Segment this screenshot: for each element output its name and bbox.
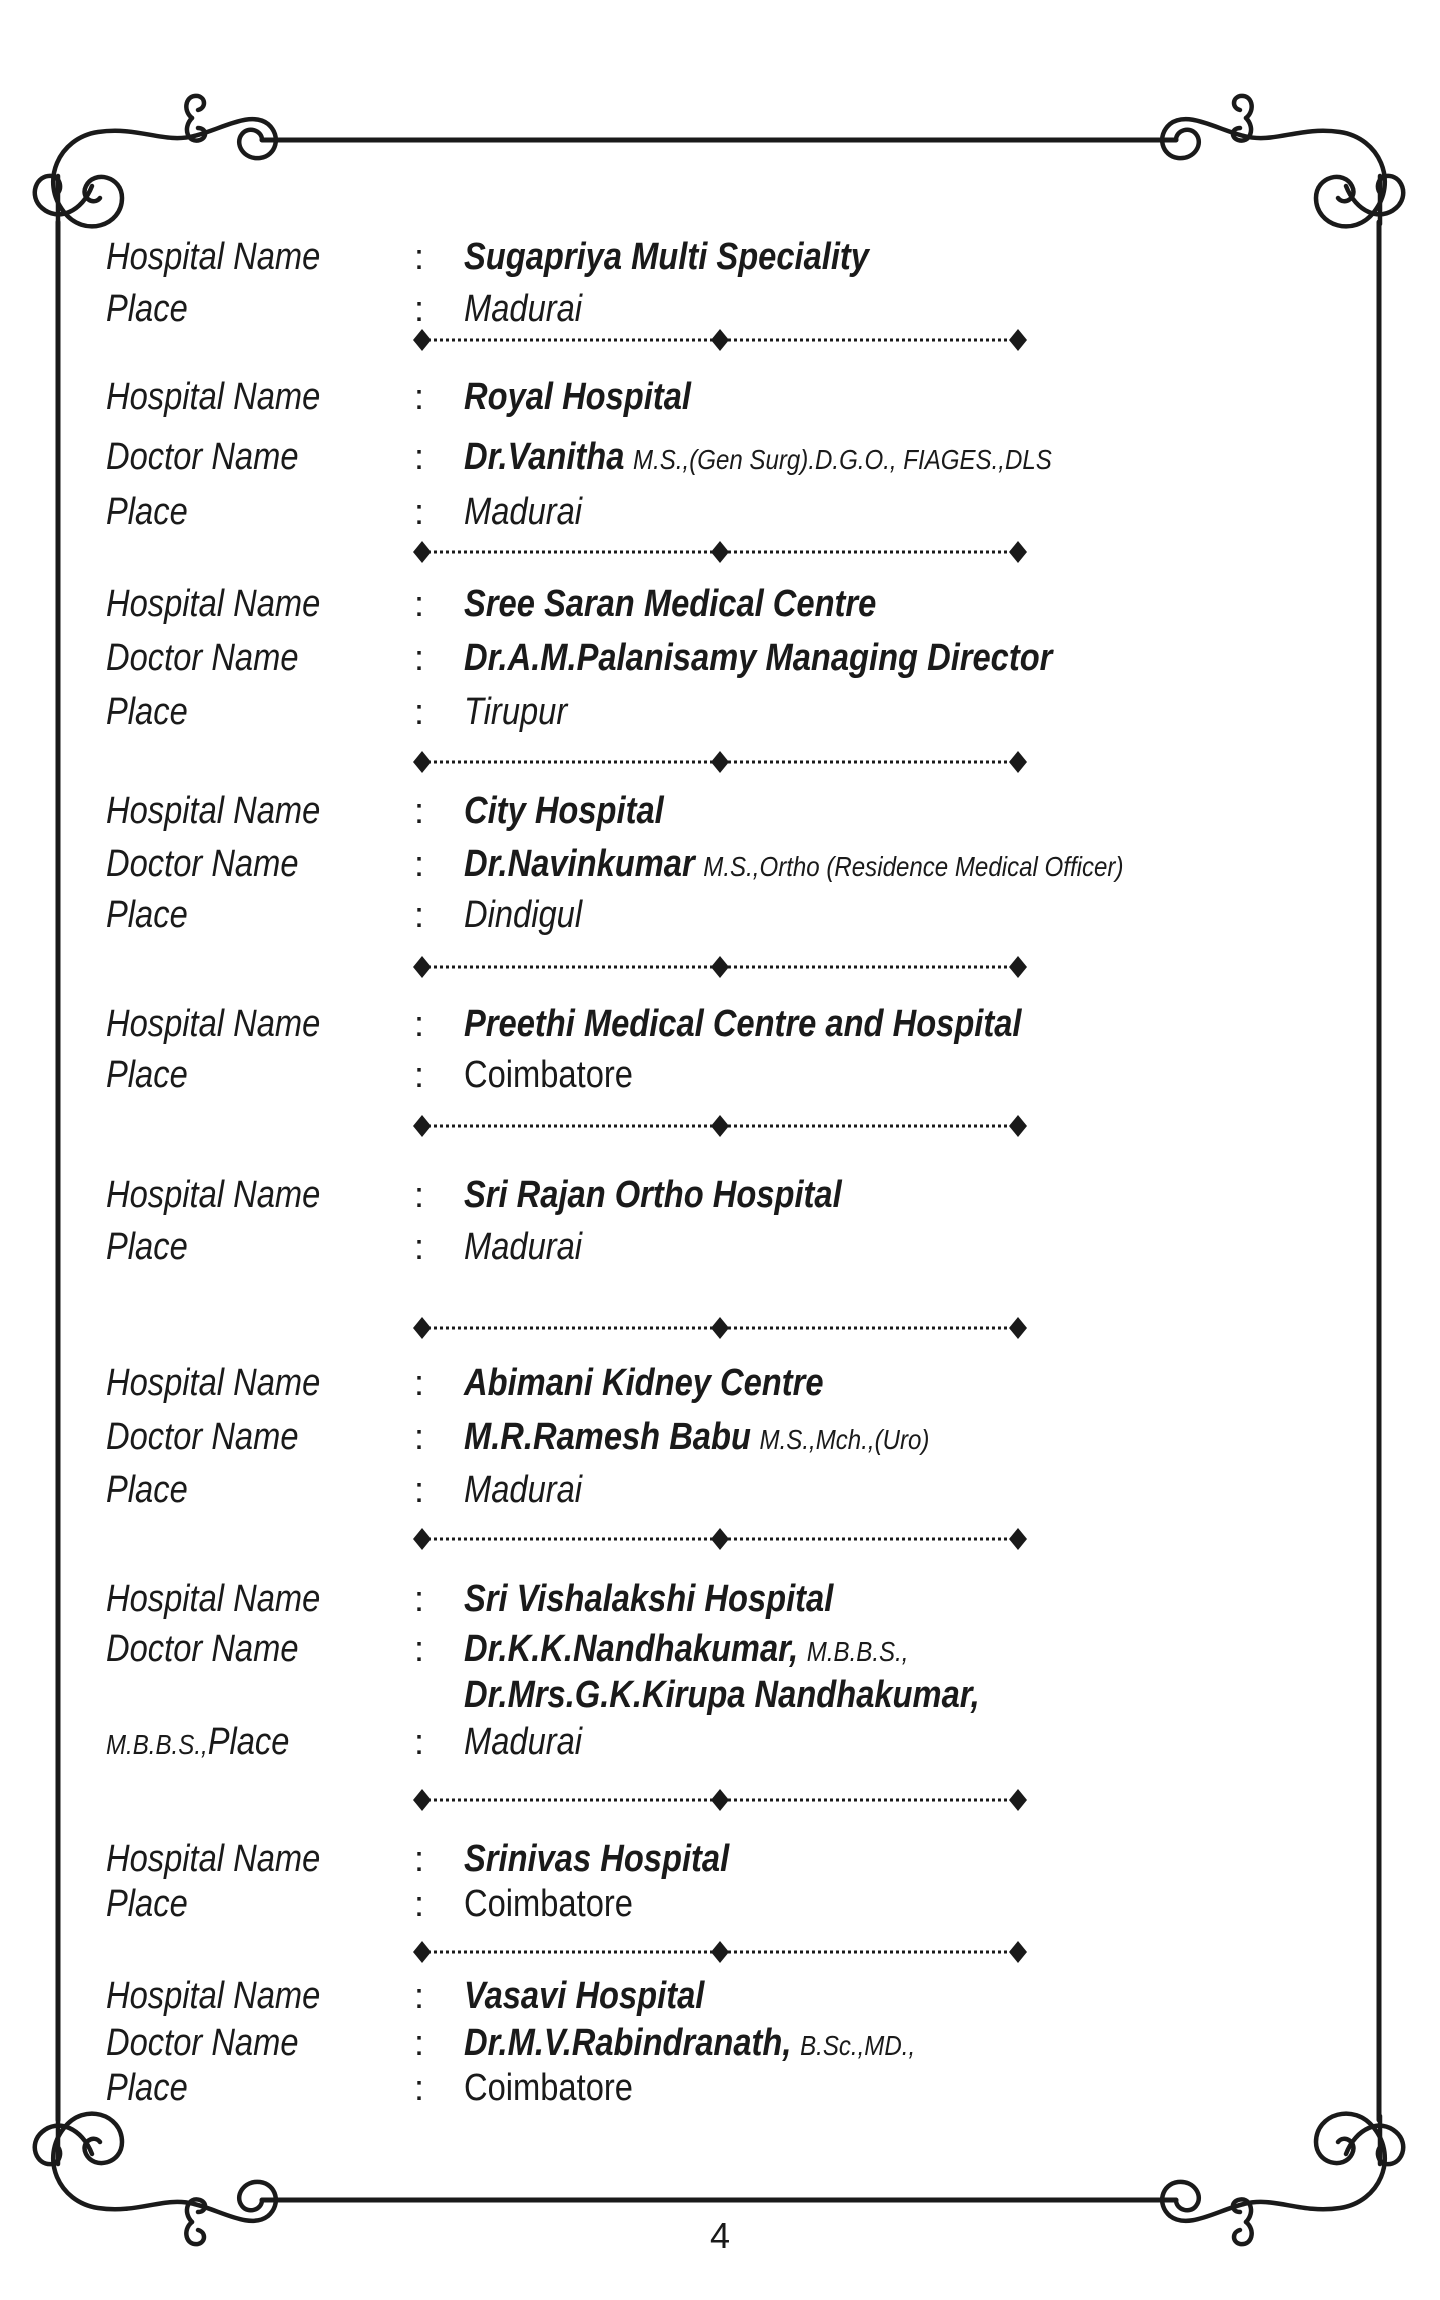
diamond-icon <box>1009 1115 1027 1137</box>
diamond-divider <box>412 540 1028 564</box>
doctor-name-label: Doctor Name <box>106 1416 299 1458</box>
hospital-name-label: Hospital Name <box>106 1838 321 1880</box>
hospital-name-value: Sugapriya Multi Speciality <box>464 236 869 278</box>
diamond-icon <box>1009 1317 1027 1339</box>
colon: : <box>414 691 425 732</box>
diamond-icon <box>1009 1941 1027 1963</box>
doctor-name-value <box>464 432 1052 485</box>
place-value: Coimbatore <box>464 1883 633 1925</box>
place-value: Madurai <box>464 1226 583 1268</box>
doctor-name-label: Doctor Name <box>106 843 299 885</box>
colon: : <box>414 894 425 935</box>
colon: : <box>414 1174 425 1215</box>
diamond-icon <box>711 541 729 563</box>
place-value: Dindigul <box>464 894 583 936</box>
diamond-divider <box>412 328 1028 352</box>
doctor-qualification: M.B.B.S., <box>806 1636 909 1667</box>
colon: : <box>414 1721 425 1762</box>
hospital-name-label: Hospital Name <box>106 376 321 418</box>
hospital-name-label: Hospital Name <box>106 583 321 625</box>
colon: : <box>414 491 425 532</box>
place-value: Madurai <box>464 491 583 533</box>
diamond-icon <box>1009 1789 1027 1811</box>
doctor-name: Dr.Navinkumar <box>464 843 695 885</box>
colon: : <box>414 288 425 329</box>
colon: : <box>414 376 425 417</box>
doctor-qualification: M.S.,Mch.,(Uro) <box>759 1424 930 1455</box>
diamond-divider <box>412 1940 1028 1964</box>
place-label: Place <box>106 691 188 733</box>
place-label: Place <box>106 1883 188 1925</box>
doctor-name: Dr.K.K.Nandhakumar, <box>464 1628 799 1670</box>
doctor-name-value: Dr.A.M.Palanisamy Managing Director <box>464 637 1053 679</box>
hospital-name-label: Hospital Name <box>106 1578 321 1620</box>
place-value: Coimbatore <box>464 1054 633 1096</box>
diamond-icon <box>413 1317 431 1339</box>
hospital-name-label: Hospital Name <box>106 1362 321 1404</box>
page-number: 4 <box>709 2215 731 2256</box>
colon: : <box>414 1628 425 1669</box>
diamond-icon <box>413 329 431 351</box>
place-label: Place <box>106 288 188 330</box>
doctor-qualification: M.S.,(Gen Surg).D.G.O., FIAGES.,DLS <box>633 444 1052 475</box>
diamond-icon <box>413 751 431 773</box>
diamond-icon <box>1009 329 1027 351</box>
colon: : <box>414 2067 425 2108</box>
hospital-name-value: Vasavi Hospital <box>464 1975 705 2017</box>
diamond-icon <box>1009 751 1027 773</box>
hospital-name-label: Hospital Name <box>106 1003 321 1045</box>
diamond-icon <box>1009 541 1027 563</box>
colon: : <box>414 1838 425 1879</box>
doctor-name: M.R.Ramesh Babu <box>464 1416 751 1458</box>
diamond-icon <box>711 956 729 978</box>
colon: : <box>414 1003 425 1044</box>
diamond-divider <box>412 1114 1028 1138</box>
hospital-name-label: Hospital Name <box>106 790 321 832</box>
doctor-name-label: Doctor Name <box>106 637 299 679</box>
place-value: Madurai <box>464 1721 583 1763</box>
place-value: Madurai <box>464 1469 583 1511</box>
diamond-icon <box>413 1789 431 1811</box>
diamond-icon <box>711 329 729 351</box>
hospital-name-label: Hospital Name <box>106 1975 321 2017</box>
place-label: Place <box>106 894 188 936</box>
diamond-icon <box>413 1941 431 1963</box>
colon: : <box>414 1226 425 1267</box>
hospital-name-value: Preethi Medical Centre and Hospital <box>464 1003 1022 1045</box>
place-label: Place <box>106 491 188 533</box>
colon: : <box>414 637 425 678</box>
diamond-icon <box>711 1528 729 1550</box>
doctor-name-value <box>464 1412 929 1465</box>
hospital-name-label: Hospital Name <box>106 1174 321 1216</box>
doctor-name-value <box>464 839 1123 892</box>
doctor-name-label: Doctor Name <box>106 2022 299 2064</box>
diamond-icon <box>413 1528 431 1550</box>
diamond-icon <box>711 1115 729 1137</box>
doctor-qualification: M.S.,Ortho (Residence Medical Officer) <box>703 851 1124 882</box>
diamond-icon <box>711 1941 729 1963</box>
diamond-divider <box>412 1316 1028 1340</box>
place-value: Madurai <box>464 288 583 330</box>
place-label: Place <box>106 1054 188 1096</box>
hospital-name-value: Sri Rajan Ortho Hospital <box>464 1174 842 1216</box>
place-label: Place <box>106 2067 188 2109</box>
colon: : <box>414 1578 425 1619</box>
doctor-name-label: Doctor Name <box>106 436 299 478</box>
diamond-divider <box>412 1788 1028 1812</box>
colon: : <box>414 1883 425 1924</box>
hospital-name-label: Hospital Name <box>106 236 321 278</box>
colon: : <box>414 2022 425 2063</box>
diamond-icon <box>413 956 431 978</box>
place-label <box>106 1717 289 1770</box>
diamond-icon <box>413 541 431 563</box>
colon: : <box>414 1362 425 1403</box>
diamond-divider <box>412 750 1028 774</box>
diamond-icon <box>711 1317 729 1339</box>
second-doctor-name: Dr.Mrs.G.K.Kirupa Nandhakumar, <box>464 1674 980 1716</box>
place-label-text: Place <box>207 1721 290 1763</box>
colon: : <box>414 1469 425 1510</box>
place-prefix-qualification: M.B.B.S., <box>106 1729 208 1760</box>
diamond-icon <box>711 1789 729 1811</box>
place-label: Place <box>106 1469 188 1511</box>
colon: : <box>414 1416 425 1457</box>
hospital-name-value: Sri Vishalakshi Hospital <box>464 1578 834 1620</box>
colon: : <box>414 790 425 831</box>
hospital-name-value: Srinivas Hospital <box>464 1838 730 1880</box>
colon: : <box>414 1054 425 1095</box>
colon: : <box>414 583 425 624</box>
diamond-icon <box>1009 956 1027 978</box>
place-value: Coimbatore <box>464 2067 633 2109</box>
diamond-divider <box>412 955 1028 979</box>
place-value: Tirupur <box>464 691 568 733</box>
doctor-name-label: Doctor Name <box>106 1628 299 1670</box>
diamond-divider <box>412 1527 1028 1551</box>
colon: : <box>414 1975 425 2016</box>
colon: : <box>414 436 425 477</box>
diamond-icon <box>1009 1528 1027 1550</box>
doctor-qualification: B.Sc.,MD., <box>800 2030 916 2061</box>
doctor-name: Dr.Vanitha <box>464 436 625 478</box>
hospital-name-value: City Hospital <box>464 790 664 832</box>
colon: : <box>414 843 425 884</box>
colon: : <box>414 236 425 277</box>
diamond-icon <box>711 751 729 773</box>
doctor-name: Dr.M.V.Rabindranath, <box>464 2022 792 2064</box>
hospital-name-value: Royal Hospital <box>464 376 691 418</box>
place-label: Place <box>106 1226 188 1268</box>
diamond-icon <box>413 1115 431 1137</box>
hospital-name-value: Abimani Kidney Centre <box>464 1362 824 1404</box>
hospital-name-value: Sree Saran Medical Centre <box>464 583 877 625</box>
